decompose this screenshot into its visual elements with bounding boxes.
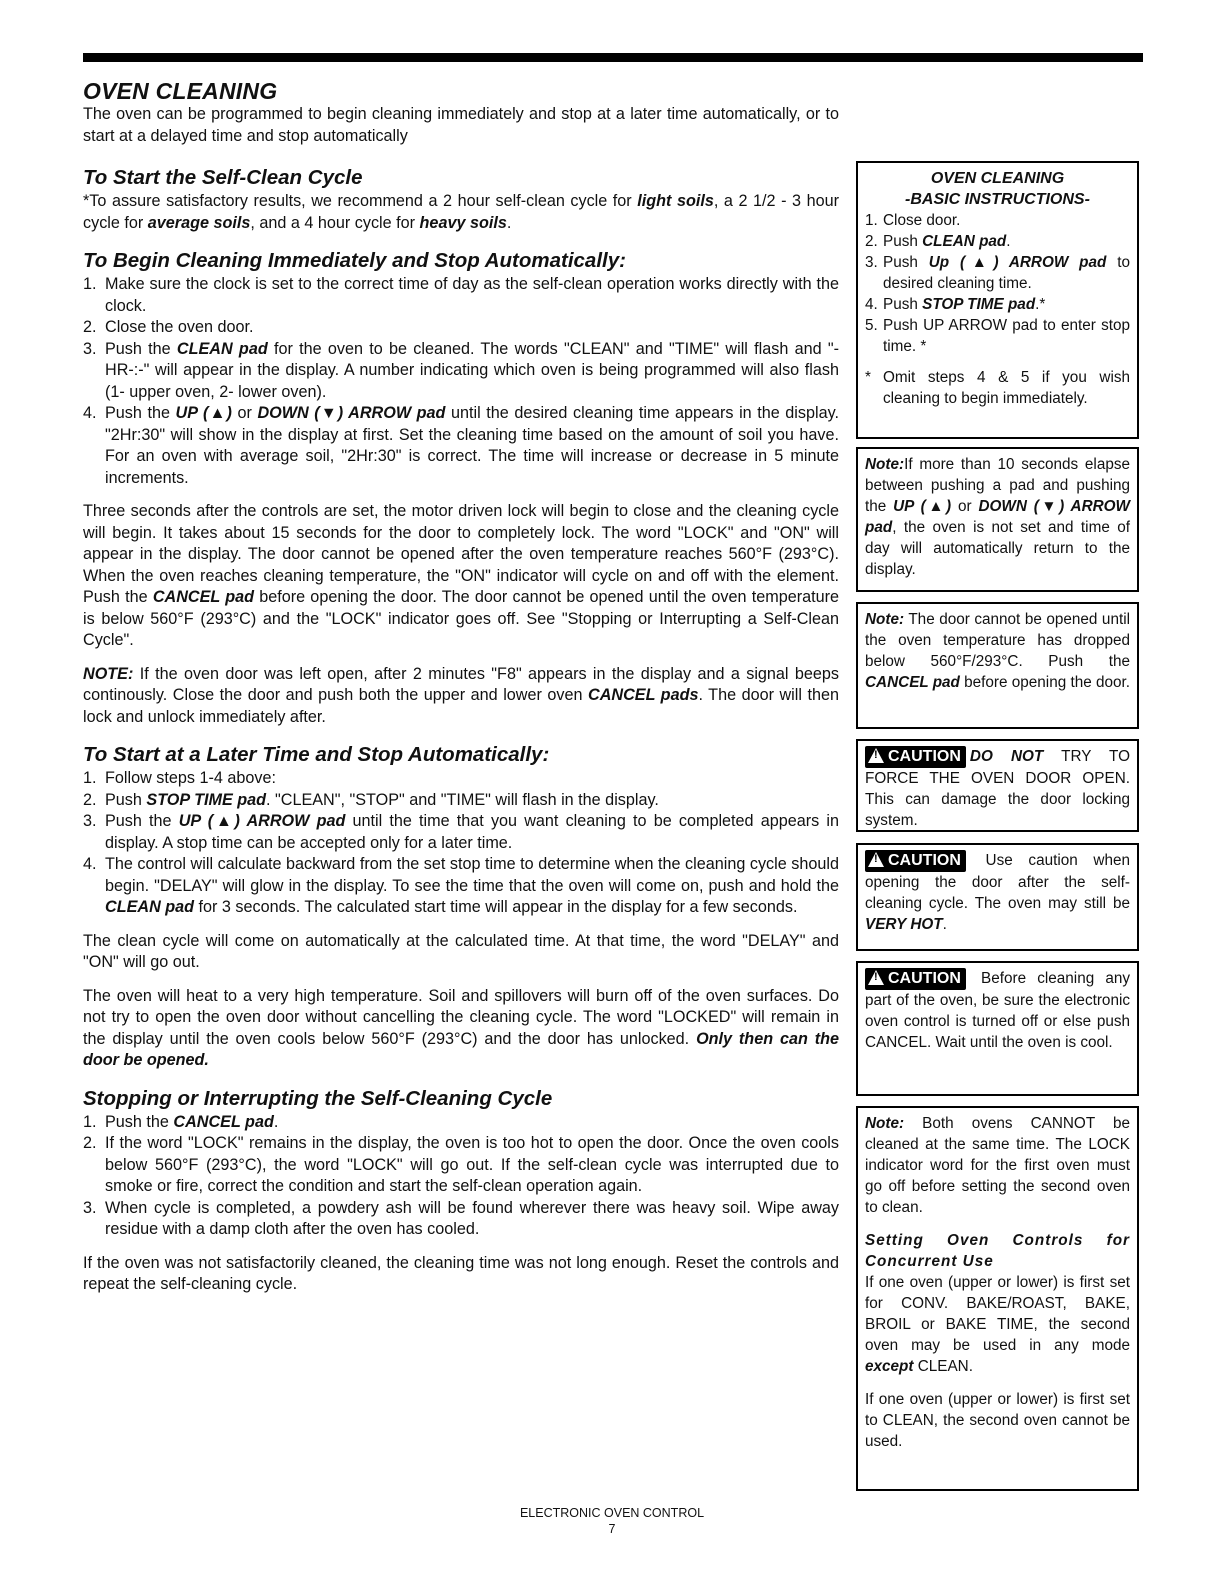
basic-instructions-box xyxy=(856,161,1139,439)
door-open-note: NOTE: If the oven door was left open, after 2 minutes "F8" appears in the display and a signal beeps continously. Close the door and push both the upper and lower oven CANCEL pads. The door will then lock and unlock immediately after. xyxy=(83,664,839,726)
delayed-steps-list xyxy=(83,768,839,919)
warning-icon xyxy=(868,970,884,985)
note-label: Note: xyxy=(865,1115,905,1132)
list-item: * Omit steps 4 & 5 if you wish cleaning to begin immediately. xyxy=(865,369,1130,407)
list-item: 3. When cycle is completed, a powdery ash will be found wherever there was heavy soil. Wipe away residue with a damp cloth after the oven has cooled. xyxy=(83,1198,839,1238)
caution-badge: !CAUTION xyxy=(865,746,966,768)
list-item: 2. Close the oven door. xyxy=(83,318,254,336)
footnote xyxy=(865,367,1130,409)
heat-paragraph: The oven will heat to a very high temperature. Soil and spillovers will burn off of the oven surfaces. Do not try to open the oven door without cancelling the cleaning cycle. The word "LOCKED" will remain in the display until the oven cools below 560°F (293°C) and the door has unlocked. Only then can the door be opened. xyxy=(83,986,839,1069)
footer-label: ELECTRONIC OVEN CONTROL xyxy=(519,1506,705,1520)
list-item: 2. Push STOP TIME pad. "CLEAN", "STOP" and "TIME" will flash in the display. xyxy=(83,790,659,809)
note-box-door: Note: The door cannot be opened until the oven temperature has dropped below 560°F/293°C. Push the CANCEL pad before opening the door. xyxy=(856,602,1139,729)
box-title: OVEN CLEANING xyxy=(930,170,1065,187)
list-item: 3. Push the UP (▲) ARROW pad until the time that you want cleaning to be completed appears in display. A stop time can be accepted only for a later time. xyxy=(83,812,839,852)
list-item: 5. Push UP ARROW pad to enter stop time. * xyxy=(865,317,1130,355)
list-item: 1. Close door. xyxy=(865,212,961,229)
top-rule xyxy=(83,53,1143,62)
caution-box-hot: !CAUTION Use caution when opening the door after the self-cleaning cycle. The oven may still be VERY HOT. xyxy=(856,843,1139,951)
section-heading-begin-immediately: To Begin Cleaning Immediately and Stop Automatically: xyxy=(83,249,626,272)
list-item: 2. Push CLEAN pad. xyxy=(865,233,1011,250)
section-heading-start-self-clean: To Start the Self-Clean Cycle xyxy=(83,166,363,189)
list-item: 1. Follow steps 1-4 above: xyxy=(83,769,276,787)
intro-paragraph: The oven can be programmed to begin cleaning immediately and stop at a later time automatically, or to start at a delayed time and stop automatically xyxy=(83,105,839,145)
note-label: Note: xyxy=(865,611,905,628)
section-heading-stopping: Stopping or Interrupting the Self-Cleaning Cycle xyxy=(83,1086,553,1110)
section-heading-later-time: To Start at a Later Time and Stop Automatically: xyxy=(83,743,550,766)
delay-paragraph: The clean cycle will come on automatically at the calculated time. At that time, the word "DELAY" and "ON" will go out. xyxy=(83,931,839,971)
list-item: 1. Push the CANCEL pad. xyxy=(83,1112,279,1131)
caution-box-before-cleaning: !CAUTION Before cleaning any part of the oven, be sure the electronic oven control is turned off or else push CANCEL. Wait until the oven is cool. xyxy=(856,961,1139,1096)
reset-paragraph: If the oven was not satisfactorily cleaned, the cleaning time was not long enough. Reset the controls and repeat the self-cleaning cycle. xyxy=(83,1253,839,1293)
note-box-concurrent: Note: Both ovens CANNOT be cleaned at the same time. The LOCK indicator word for the first oven must go off before setting the second oven to clean. Setting Oven Controls for Concurrent Use If one oven (upper or lower) is first set for CONV. BAKE/ROAST, BAKE, BROIL or BAKE TIME, the second oven may be used in any mode except CLEAN. If one oven (upper or lower) is first set to CLEAN, the second oven cannot be used. xyxy=(856,1106,1139,1491)
list-item: 1. Make sure the clock is set to the correct time of day as the self-clean operation works directly with the clock. xyxy=(83,275,839,315)
basic-steps-list xyxy=(865,210,1130,357)
lock-paragraph: Three seconds after the controls are set, the motor driven lock will begin to close and the cleaning cycle will begin. It takes about 15 seconds for the door to completely lock. The word "LOCK" and "ON" will appear in the display. The door cannot be opened after the oven temperature reaches 560°F (293°C). When the oven reaches cleaning temperature, the "ON" indicator will cycle on and off with the element. Push the CANCEL pad before opening the door. The door cannot be opened until the oven temperature is below 560°F (293°C) and the "LOCK" indicator goes off. See "Stopping or Interrupting a Self-Clean Cycle". xyxy=(83,502,839,649)
immediate-steps-list xyxy=(83,274,839,489)
page-number: 7 xyxy=(608,1522,616,1536)
note-box-timeout: Note:If more than 10 seconds elapse between pushing a pad and pushing the UP (▲) or DOWN (▼) ARROW pad, the oven is not set and time of day will automatically return to the display. xyxy=(856,447,1139,592)
warning-icon xyxy=(868,748,884,763)
concurrent-heading: Setting Oven Controls for Concurrent Use xyxy=(865,1232,1130,1270)
list-item: 2. If the word "LOCK" remains in the display, the oven is too hot to open the door. Once the oven cools below 560°F (293°C), the word "LOCK" will go out. If the self-clean cycle was interrupted due to smoke or fire, correct the condition and start the self-clean operation again. xyxy=(83,1134,839,1195)
concurrent-paragraph-2: If one oven (upper or lower) is first set to CLEAN, the second oven cannot be used. xyxy=(865,1391,1130,1450)
caution-badge: !CAUTION xyxy=(865,850,966,872)
warning-icon xyxy=(868,852,884,867)
concurrent-paragraph-1: If one oven (upper or lower) is first set for CONV. BAKE/ROAST, BAKE, BROIL or BAKE TIME, the second oven may be used in any mode except CLEAN. xyxy=(865,1274,1130,1375)
box-subtitle: -BASIC INSTRUCTIONS- xyxy=(905,191,1090,208)
stopping-steps-list xyxy=(83,1112,839,1241)
note-label: Note: xyxy=(865,456,905,473)
list-item: 4. The control will calculate backward from the set stop time to determine when the cleaning cycle should begin. "DELAY" will glow in the display. To see the time that the oven will come on, push and hold the CLEAN pad for 3 seconds. The calculated start time will appear in the display for a few seconds. xyxy=(83,855,839,916)
page-title: OVEN CLEANING xyxy=(83,78,278,104)
list-item: 3. Push Up (▲) ARROW pad to desired cleaning time. xyxy=(865,254,1130,292)
caution-badge: !CAUTION xyxy=(865,968,966,990)
list-item: 4. Push the UP (▲) or DOWN (▼) ARROW pad until the desired cleaning time appears in the display. "2Hr:30" will show in the display at first. Set the cleaning time based on the amount of soil you have. For an oven with average soil, "2Hr:30" is correct. The time will increase or decrease in 5 minute increments. xyxy=(83,404,839,487)
soil-recommendation: *To assure satisfactory results, we recommend a 2 hour self-clean cycle for light soils, a 2 1/2 - 3 hour cycle for average soils, and a 4 hour cycle for heavy soils. xyxy=(83,192,839,232)
main-column xyxy=(83,104,839,1296)
list-item: 3. Push the CLEAN pad for the oven to be cleaned. The words "CLEAN" and "TIME" will flash and "-HR-:-" will appear in the display. A number indicating which oven is being programmed will also flash (1- upper oven, 2- lower oven). xyxy=(83,339,839,401)
list-item: 4. Push STOP TIME pad.* xyxy=(865,296,1046,313)
caution-box-force: !CAUTION DO NOT TRY TO FORCE THE OVEN DOOR OPEN. This can damage the door locking system. xyxy=(856,739,1139,832)
